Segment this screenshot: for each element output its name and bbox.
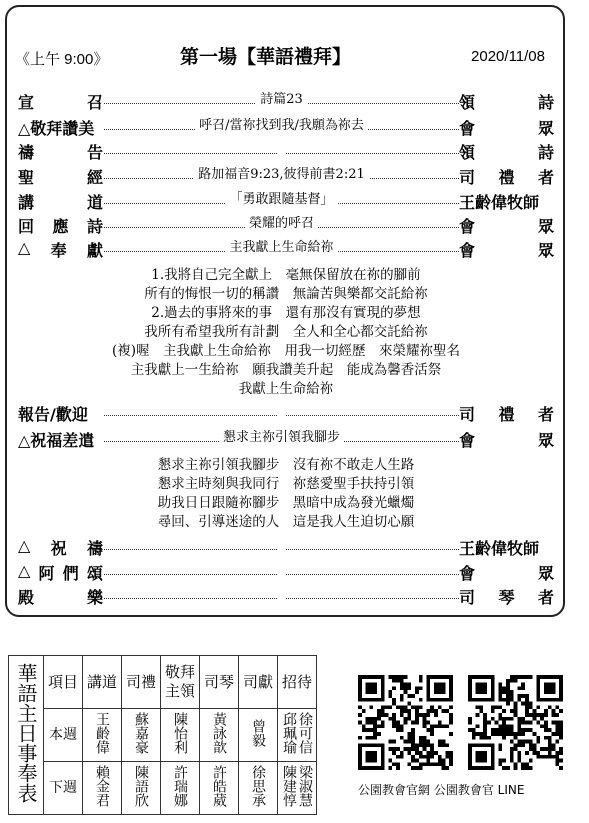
service-item-leader: 會 眾	[459, 119, 554, 138]
service-item-leader: 會 眾	[459, 241, 554, 260]
service-item-name: 報告/歡迎	[18, 405, 88, 424]
service-item-row	[18, 190, 554, 212]
service-item-name: 聖 經	[18, 168, 103, 187]
service-item-detail: 懇求主祢引領我腳步	[104, 428, 459, 448]
qr-caption: 公園教會官網 公園教會官 LINE	[358, 783, 525, 797]
duty-cell: 陳怡利	[161, 709, 200, 762]
service-item-leader: 會 眾	[459, 564, 554, 583]
service-item-leader: 領 詩	[459, 93, 554, 112]
service-item-name: 回 應 詩	[18, 217, 103, 236]
duty-header: 講道	[83, 656, 122, 709]
duty-cell: 許瑞娜	[161, 762, 200, 815]
service-item-leader: 領 詩	[459, 143, 554, 162]
lyric-line: 所有的悔恨一切的稱讚 無論苦與樂都交託給祢	[144, 286, 428, 302]
service-item-name: △ 奉 獻	[18, 238, 103, 260]
service-item-detail: 「勇敢跟隨基督」	[104, 190, 459, 210]
website-qr-code[interactable]	[358, 675, 453, 770]
lyric-line: 尋回、引導迷途的人 這是我人生迫切心願	[157, 514, 415, 530]
lyrics-block	[18, 456, 554, 532]
next-week-label: 下週	[44, 762, 83, 815]
service-item-leader: 會 眾	[459, 431, 554, 450]
service-item-row	[18, 165, 554, 187]
service-item-name: 講 道	[18, 193, 103, 212]
service-item-name: △ 阿 們 頌	[18, 561, 103, 583]
service-item-name: 宣 召	[18, 93, 103, 112]
service-item-row	[18, 585, 554, 607]
service-item-row	[18, 140, 554, 162]
lyric-line: 1.我將自己完全獻上 毫無保留放在祢的腳前	[151, 267, 421, 283]
service-item-row	[18, 402, 554, 424]
duty-header: 司禮	[122, 656, 161, 709]
lyric-line: 懇求主時刻與我同行 祢慈愛聖手扶持引領	[157, 476, 415, 492]
duty-header: 敬拜主領	[161, 656, 200, 709]
service-item-name: 禱 告	[18, 143, 103, 162]
lyric-line: 助我日日跟隨祢腳步 黑暗中成為發光蠟燭	[157, 495, 415, 511]
duty-cell: 陳語欣	[122, 762, 161, 815]
service-item-detail: 路加福音9:23,彼得前書2:21	[104, 165, 459, 185]
duty-header: 項目	[44, 656, 83, 709]
service-item-row	[18, 90, 554, 112]
service-item-detail: 呼召/當祢找到我/我願為祢去	[104, 116, 459, 136]
service-item-name: △ 祝 禱	[18, 536, 103, 558]
service-item-detail: 主我獻上生命給祢	[104, 238, 459, 258]
lyric-line: 2.過去的事將來的事 還有那沒有實現的夢想	[151, 305, 421, 321]
lyrics-block	[18, 266, 554, 399]
service-date: 2020/11/08	[471, 48, 545, 65]
header	[15, 42, 555, 72]
service-item-detail	[104, 402, 459, 422]
lyric-line: 我獻上生命給祢	[238, 381, 334, 397]
lyric-line: (複)喔 主我獻上生命給祢 用我一切經歷 來榮耀祢聖名	[111, 343, 461, 359]
service-item-leader: 司 琴 者	[459, 588, 554, 607]
service-item-detail	[104, 536, 459, 556]
service-item-detail	[104, 140, 459, 160]
service-item-name: 殿 樂	[18, 588, 103, 607]
duty-cell: 曾毅	[239, 709, 278, 762]
service-item-leader: 司 禮 者	[459, 168, 554, 187]
service-item-leader: 王齡偉牧師	[459, 193, 540, 212]
duty-header: 招待	[278, 656, 317, 709]
duty-table	[8, 655, 317, 815]
lyric-line: 我所有希望我所有計劃 全人和全心都交託給祢	[144, 324, 428, 340]
duty-cell: 陳建惇梁淑慧	[278, 762, 317, 815]
service-item-row	[18, 428, 554, 450]
duty-cell: 蘇嘉豪	[122, 709, 161, 762]
service-item-name: △敬拜讚美	[18, 119, 95, 138]
service-item-name: △祝福差遣	[18, 431, 95, 450]
line-qr-code[interactable]	[468, 675, 563, 770]
page-title: 第一場【華語禮拜】	[180, 46, 352, 68]
service-item-row	[18, 536, 554, 558]
service-time: 《上午 9:00》	[15, 51, 109, 68]
service-item-row	[18, 116, 554, 138]
this-week-label: 本週	[44, 709, 83, 762]
duty-cell: 邱珮瑜徐可信	[278, 709, 317, 762]
duty-header: 司琴	[200, 656, 239, 709]
duty-cell: 賴金君	[83, 762, 122, 815]
service-item-detail: 詩篇23	[104, 90, 459, 110]
duty-header: 司獻	[239, 656, 278, 709]
service-item-leader: 王齡偉牧師	[459, 539, 540, 558]
service-item-detail	[104, 561, 459, 581]
service-item-row	[18, 214, 554, 236]
duty-table-title: 華語主日事奉表	[9, 656, 44, 815]
service-item-detail	[104, 585, 459, 605]
duty-cell: 黃詠歆	[200, 709, 239, 762]
lyric-line: 主我獻上一生給祢 願我讚美升起 能成為馨香活祭	[130, 362, 442, 378]
duty-cell: 許皓葳	[200, 762, 239, 815]
service-item-leader: 司 禮 者	[459, 405, 554, 424]
service-item-row	[18, 238, 554, 260]
service-item-leader: 會 眾	[459, 217, 554, 236]
service-item-row	[18, 561, 554, 583]
service-item-detail: 榮耀的呼召	[104, 214, 459, 234]
duty-cell: 王齡偉	[83, 709, 122, 762]
lyric-line: 懇求主祢引領我腳步 沒有祢不敢走人生路	[157, 457, 415, 473]
duty-cell: 徐思承	[239, 762, 278, 815]
